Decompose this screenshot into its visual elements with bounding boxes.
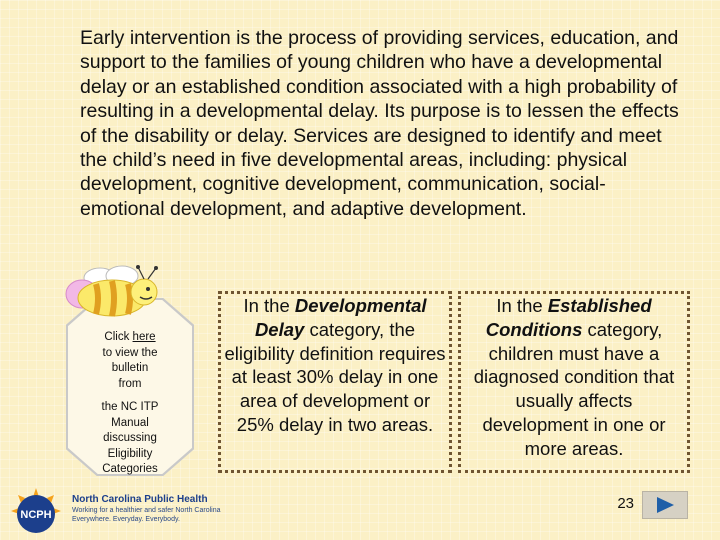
developmental-delay-box [218,291,452,473]
dev-rest: category, the eligibility definition requires at least 30% delay in one area of development or 25% delay in two areas. [224,318,446,435]
callout-line4: from [118,377,142,390]
logo-tagline-1: Working for a healthier and safer North Carolina [72,507,221,514]
callout-line8: Eligibility [107,447,153,460]
next-slide-button[interactable] [642,491,688,519]
est-rest: category, children must have a diagnosed condition that usually affects development in one or more areas. [473,318,675,459]
est-prefix: In the [496,295,548,316]
est-term1: Established [547,295,652,316]
logo-acronym: NCPH [20,509,52,521]
logo-title: North Carolina Public Health [72,494,208,505]
bulletin-callout [66,298,194,476]
logo-tagline-2: Everywhere. Everyday. Everybody. [72,516,180,523]
dev-term1: Developmental [294,295,427,316]
callout-line2: to view the [102,346,158,359]
est-term2: Conditions [485,318,583,340]
callout-line6: Manual [111,416,149,429]
bulletin-link[interactable]: here [132,331,156,343]
bee-icon [60,262,172,320]
callout-line9: Categories [102,463,158,475]
callout-click: Click [104,331,133,343]
callout-line5: the NC ITP [101,401,159,413]
dev-term2: Delay [254,318,305,340]
established-conditions-box [458,291,690,473]
intro-paragraph: Early intervention is the process of providing services, education, and support to the families of young children who have a developmental delay or an established condition associated with a high probability of resulting in a developmental delay. Its purpose is to lessen the effects of the disability or delay. Services are designed to identify and meet the child’s need in five developmental areas, including: physical development, cognitive development, communication, social-emotional development, and adaptive development. [80,27,679,220]
page-number: 23 [617,495,634,512]
dev-prefix: In the [243,295,295,316]
callout-line7: discussing [103,432,157,444]
callout-text [78,330,182,478]
callout-line3: bulletin [111,362,149,374]
play-arrow-icon [654,496,676,514]
